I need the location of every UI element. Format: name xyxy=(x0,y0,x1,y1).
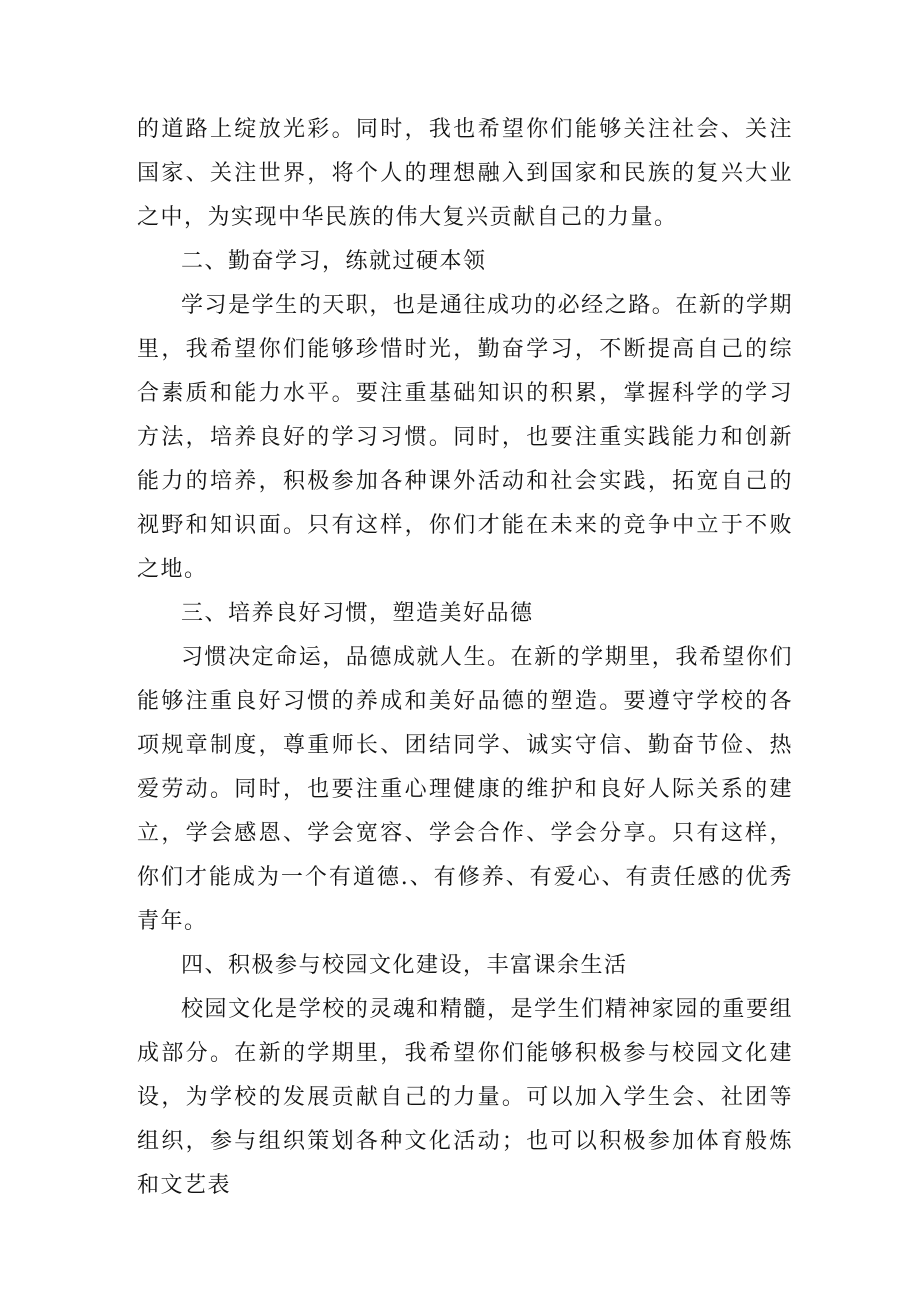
document-body xyxy=(137,108,793,1208)
paragraph-continued: 的道路上绽放光彩。同时，我也希望你们能够关注社会、关注国家、关注世界，将个人的理想融入到国家和民族的复兴大业之中，为实现中华民族的伟大复兴贡献自己的力量。 xyxy=(137,117,793,230)
paragraph-study: 学习是学生的天职，也是通往成功的必经之路。在新的学期里，我希望你们能够珍惜时光，勤奋学习，不断提高自己的综合素质和能力水平。要注重基础知识的积累，掌握科学的学习方法，培养良好的学习习惯。同时，也要注重实践能力和创新能力的培养，积极参加各种课外活动和社会实践，拓宽自己的视野和知识面。只有这样，你们才能在未来的竞争中立于不败之地。 xyxy=(137,293,793,582)
section-heading-2: 二、勤奋学习，练就过硬本领 xyxy=(181,249,487,274)
paragraph-campus-culture: 校园文化是学校的灵魂和精髓，是学生们精神家园的重要组成部分。在新的学期里，我希望你们能够积极参与校园文化建设，为学校的发展贡献自己的力量。可以加入学生会、社团等组织，参与组织策划各种文化活动；也可以积极参加体育般炼和文艺表 xyxy=(137,997,793,1198)
section-heading-4: 四、积极参与校园文化建设，丰富课余生活 xyxy=(181,953,628,978)
section-heading-3: 三、培养良好习惯，塑造美好品德 xyxy=(181,601,534,626)
paragraph-habits: 习惯决定命运，品德成就人生。在新的学期里，我希望你们能够注重良好习惯的养成和美好品德的塑造。要遵守学校的各项规章制度，尊重师长、团结同学、诚实守信、勤奋节俭、热爱劳动。同时，也要注重心理健康的维护和良好人际关系的建立，学会感恩、学会宽容、学会合作、学会分享。只有这样，你们才能成为一个有道德.、有修养、有爱心、有责任感的优秀青年。 xyxy=(137,645,793,934)
